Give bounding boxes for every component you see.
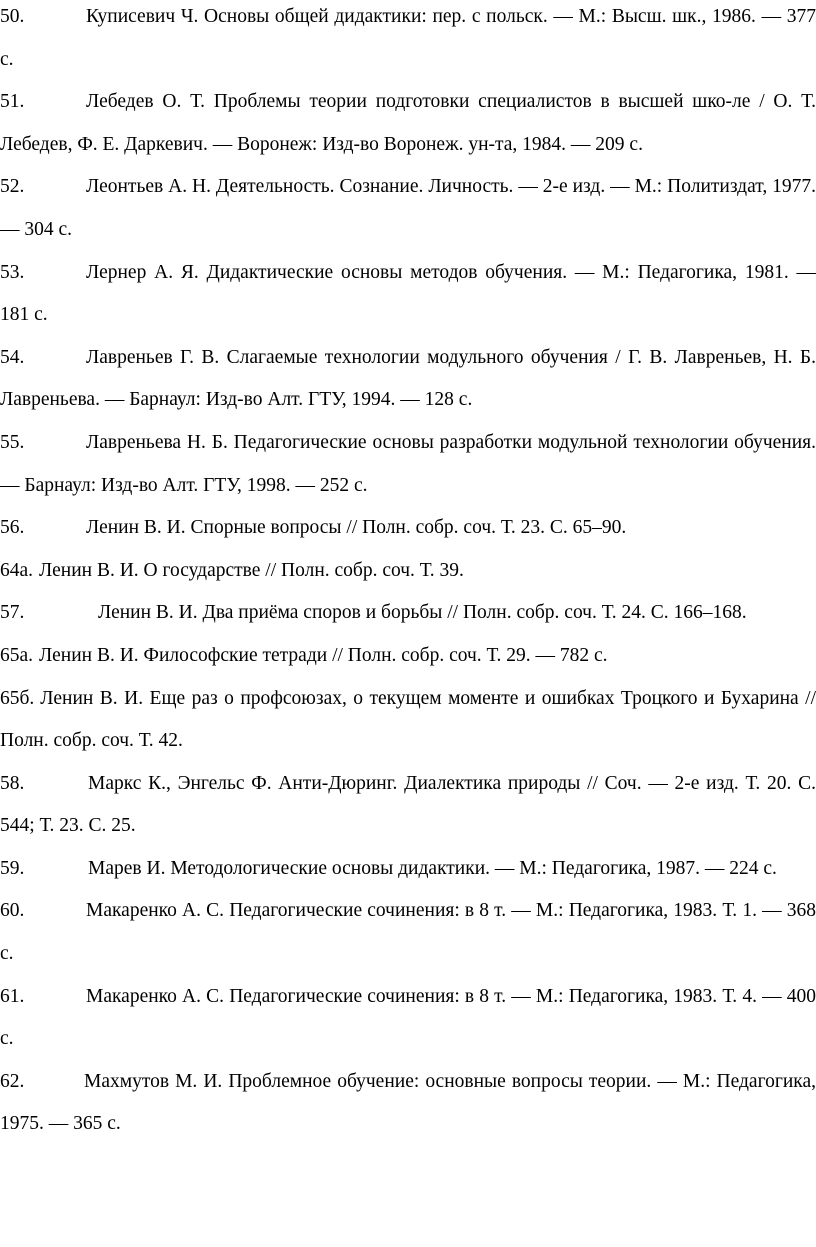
entry-text: Лебедев О. Т. Проблемы теории подготовки специалистов в высшей шко-ле / О. Т. Лебедев, Ф. Е. Даркевич. — Воронеж: Изд-во Воронеж. ун-та, 1984. — 209 с. xyxy=(0,91,816,155)
entry-number: 58. xyxy=(0,772,25,794)
bib-entry-62 xyxy=(0,1061,816,1146)
entry-text: Леонтьев А. Н. Деятельность. Сознание. Личность. — 2-е изд. — М.: Политиздат, 1977. — 304 с. xyxy=(0,176,816,240)
entry-number: 65а. xyxy=(0,644,34,666)
entry-text: Лернер А. Я. Дидактические основы методов обучения. — М.: Педагогика, 1981. — 181 с. xyxy=(0,261,816,326)
entry-number: 56. xyxy=(0,517,25,539)
entry-number: 55. xyxy=(0,431,25,453)
entry-number: 61. xyxy=(0,985,25,1007)
entry-text: Макаренко А. С. Педагогические сочинения: в 8 т. — М.: Педагогика, 1983. Т. 1. — 368 с. xyxy=(0,900,816,965)
entry-number: 65б. xyxy=(0,687,35,709)
entry-text: Махмутов М. И. Проблемное обучение: основные вопросы теории. — М.: Педагогика, 1975. — 365 с. xyxy=(0,1070,816,1135)
bib-entry-58 xyxy=(0,763,816,848)
entry-text: Маркс К., Энгельс Ф. Анти-Дюринг. Диалектика природы // Соч. — 2-е изд. Т. 20. С. 544; Т. 23. С. 25. xyxy=(0,772,816,837)
bib-entry-65b xyxy=(0,678,816,763)
bib-entry-65a xyxy=(0,635,816,678)
bib-entry-60 xyxy=(0,890,816,975)
entry-number: 60. xyxy=(0,900,25,922)
bib-entry-64a xyxy=(0,550,816,593)
entry-number: 64а. xyxy=(0,559,34,581)
bib-entry-61 xyxy=(0,976,816,1061)
bib-entry-56 xyxy=(0,507,816,550)
bib-entry-53 xyxy=(0,252,816,337)
entry-text: Лавреньев Г. В. Слагаемые технологии модульного обучения / Г. В. Лавреньев, Н. Б. Лавреньева. — Барнаул: Изд-во Алт. ГТУ, 1994. — 128 с. xyxy=(0,346,816,411)
bib-entry-57 xyxy=(0,592,816,635)
entry-text: Лавреньева Н. Б. Педагогические основы разработки модульной технологии обучения. — Барнаул: Изд-во Алт. ГТУ, 1998. — 252 с. xyxy=(0,431,816,496)
entry-number: 53. xyxy=(0,261,25,283)
bib-entry-54 xyxy=(0,337,816,422)
bib-entry-59 xyxy=(0,848,816,891)
entry-text: Ленин В. И. Два приёма споров и борьбы // Полн. собр. соч. Т. 24. С. 166–168. xyxy=(98,602,747,624)
entry-number: 62. xyxy=(0,1070,25,1092)
entry-text: Куписевич Ч. Основы общей дидактики: пер. с польск. — М.: Высш. шк., 1986. — 377 с. xyxy=(0,6,816,70)
bib-entry-50 xyxy=(0,0,816,81)
bib-entry-51 xyxy=(0,81,816,166)
entry-text: Макаренко А. С. Педагогические сочинения: в 8 т. — М.: Педагогика, 1983. Т. 4. — 400 с. xyxy=(0,985,816,1050)
bib-entry-52 xyxy=(0,166,816,251)
entry-number: 57. xyxy=(0,602,25,624)
entry-text: Ленин В. И. Спорные вопросы // Полн. собр. соч. Т. 23. С. 65–90. xyxy=(86,517,627,539)
entry-text: Ленин В. И. О государстве // Полн. собр. соч. Т. 39. xyxy=(39,559,464,581)
entry-text: Ленин В. И. Философские тетради // Полн. собр. соч. Т. 29. — 782 с. xyxy=(39,644,608,666)
entry-number: 52. xyxy=(0,176,25,198)
entry-number: 50. xyxy=(0,6,25,27)
bib-entry-55 xyxy=(0,422,816,507)
entry-text: Ленин В. И. Еще раз о профсоюзах, о текущем моменте и ошибках Троцкого и Бухарина // Полн. собр. соч. Т. 42. xyxy=(0,687,816,752)
entry-number: 59. xyxy=(0,857,25,879)
entry-number: 54. xyxy=(0,346,25,368)
entry-number: 51. xyxy=(0,91,25,113)
entry-text: Марев И. Методологические основы дидактики. — М.: Педагогика, 1987. — 224 с. xyxy=(88,857,777,879)
